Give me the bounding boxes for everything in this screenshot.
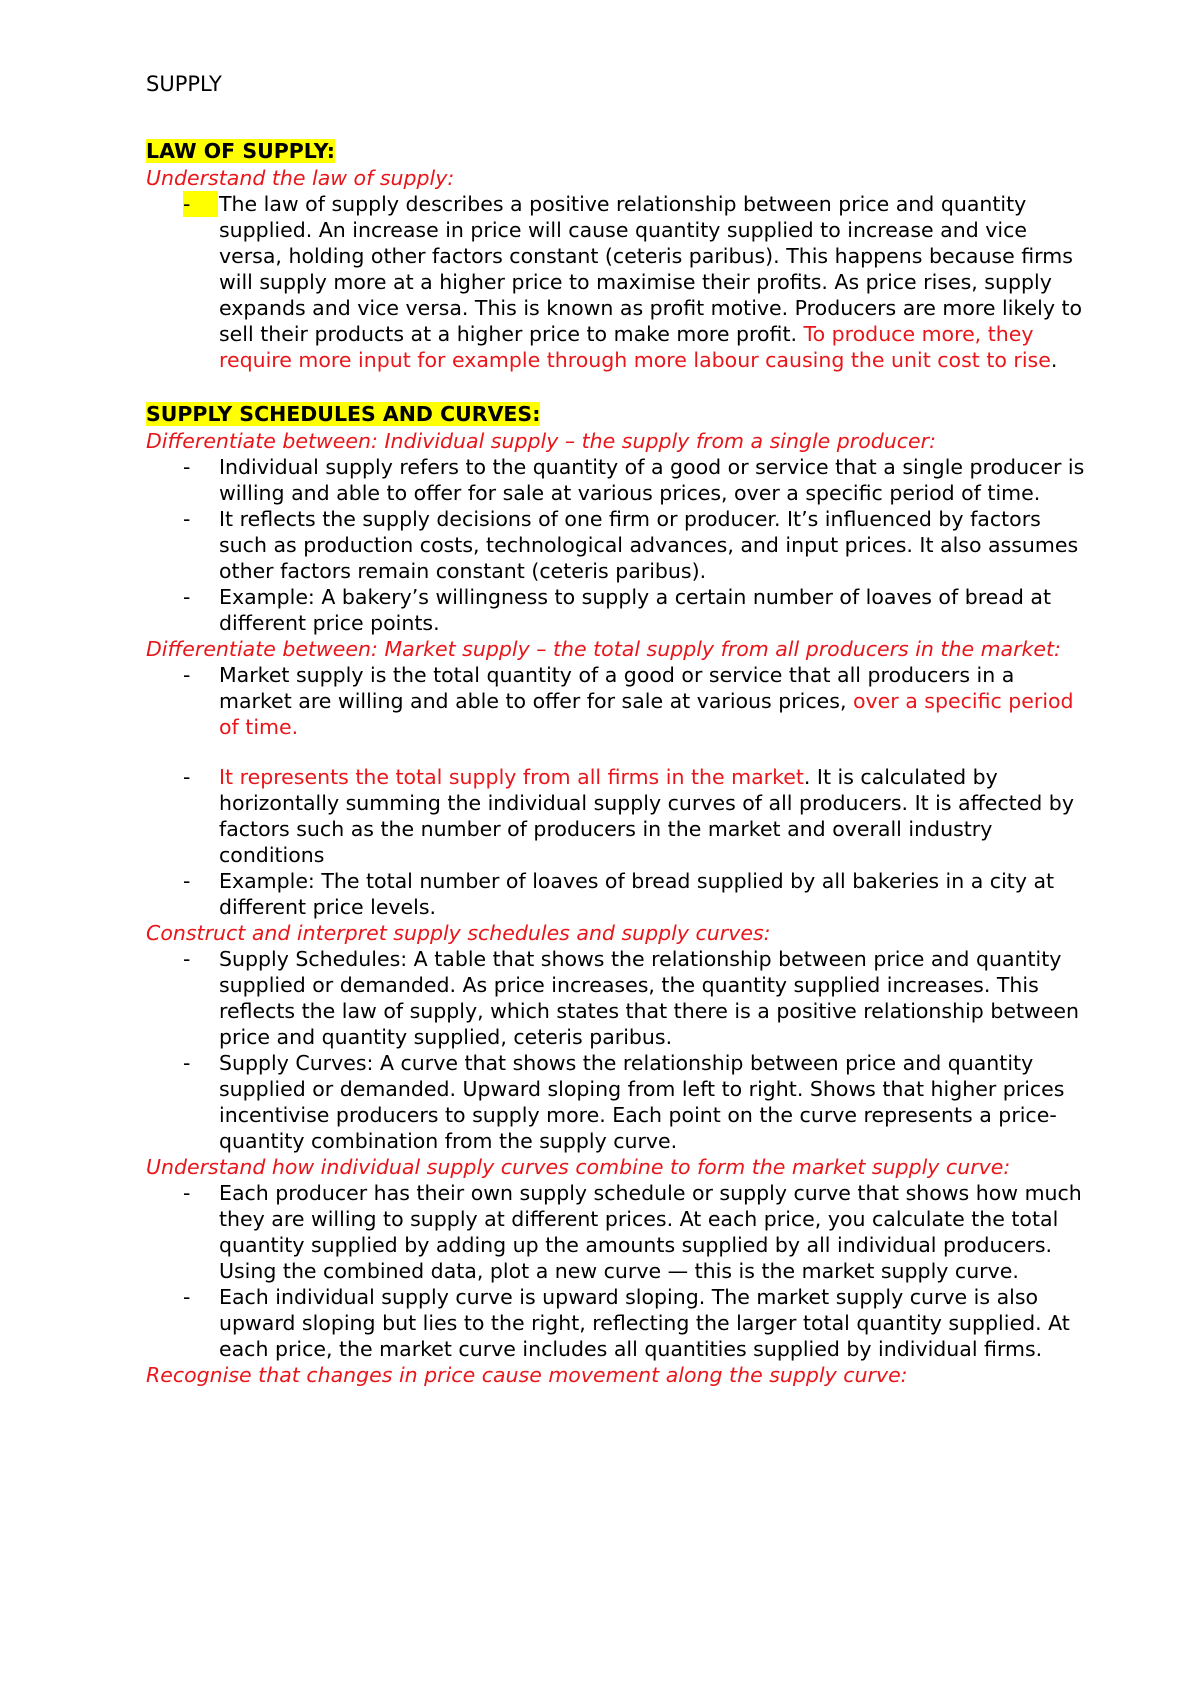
list-item xyxy=(146,1050,1086,1154)
bullet-dash: - xyxy=(183,191,218,217)
page-title: SUPPLY xyxy=(146,72,222,96)
list-item xyxy=(146,506,1086,584)
bullet-dash: - xyxy=(183,947,191,971)
bullet-text: Example: The total number of loaves of bread supplied by all bakeries in a city at different price levels. xyxy=(219,869,1055,919)
bullet-text: Individual supply refers to the quantity of a good or service that a single producer is willing and able to offer for sale at various prices, over a specific period of time. xyxy=(219,455,1085,505)
law-bullet-red-text: To produce more, they require more input for example through more labour causing the unit cost to rise xyxy=(219,322,1051,372)
list-item xyxy=(146,1180,1086,1284)
list-item xyxy=(146,1284,1086,1362)
bullet-text: Each individual supply curve is upward sloping. The market supply curve is also upward sloping but lies to the right, reflecting the larger total quantity supplied. At each price, the market curve includes all quantities supplied by individual firms. xyxy=(219,1285,1070,1361)
bullet-dash: - xyxy=(183,507,191,531)
law-bullet-end: . xyxy=(1050,348,1058,372)
bullet-dash: - xyxy=(183,765,191,789)
bullet-text: . It is calculated by horizontally summing the individual supply curves of all producers. It is affected by factors such as the number of producers in the market and overall industry conditions xyxy=(219,765,1074,867)
market-supply-subheading: Differentiate between: Market supply – the total supply from all producers in the market: xyxy=(146,637,1061,661)
document-body xyxy=(146,138,1086,1388)
combine-curves-subheading: Understand how individual supply curves combine to form the market supply curve: xyxy=(146,1155,1011,1179)
list-item xyxy=(146,764,1086,868)
construct-subheading: Construct and interpret supply schedules and supply curves: xyxy=(146,921,771,945)
schedules-heading-text: SUPPLY SCHEDULES AND CURVES: xyxy=(146,402,541,426)
bullet-dash: - xyxy=(183,1051,191,1075)
list-item xyxy=(146,946,1086,1050)
bullet-text: Supply Schedules: A table that shows the relationship between price and quantity supplied or demanded. As price increases, the quantity supplied increases. This reflects the law of supply, which states that there is a positive relationship between price and quantity supplied, ceteris paribus. xyxy=(219,947,1079,1049)
bullet-text: Supply Curves: A curve that shows the relationship between price and quantity supplied or demanded. Upward sloping from left to right. Shows that higher prices incentivise producers to supply more. Each point on the curve represents a price-quantity combination from the supply curve. xyxy=(219,1051,1065,1153)
bullet-red-text: It represents the total supply from all firms in the market xyxy=(219,765,804,789)
bullet-dash: - xyxy=(183,585,191,609)
price-movement-subheading: Recognise that changes in price cause movement along the supply curve: xyxy=(146,1363,908,1387)
schedules-heading xyxy=(146,401,1086,428)
bullet-dash: - xyxy=(183,1285,191,1309)
list-item xyxy=(146,868,1086,920)
list-item xyxy=(146,454,1086,506)
bullet-dash: - xyxy=(183,663,191,687)
bullet-dash: - xyxy=(183,455,191,479)
bullet-dash: - xyxy=(183,1181,191,1205)
individual-supply-subheading: Differentiate between: Individual supply – the supply from a single producer: xyxy=(146,429,936,453)
spacer xyxy=(146,373,1086,401)
law-bullet-text: The law of supply describes a positive relationship between price and quantity supplied. An increase in price will cause quantity supplied to increase and vice versa, holding other factors constant (ceteris paribus). This happens because firms will supply more at a higher price to maximise their profits. As price rises, supply expands and vice versa. This is known as profit motive. Producers are more likely to sell their products at a higher price to make more profit. xyxy=(219,192,1083,346)
bullet-red-text: over a specific period of time. xyxy=(219,689,1074,739)
bullet-text: Each producer has their own supply schedule or supply curve that shows how much they are willing to supply at different prices. At each price, you calculate the total quantity supplied by adding up the amounts supplied by all individual producers. Using the combined data, plot a new curve — this is the market supply curve. xyxy=(219,1181,1082,1283)
law-of-supply-heading xyxy=(146,138,1086,165)
bullet-text: Market supply is the total quantity of a good or service that all producers in a market are willing and able to offer for sale at various prices, xyxy=(219,663,1015,713)
list-item xyxy=(146,191,1086,373)
law-of-supply-heading-text: LAW OF SUPPLY: xyxy=(146,139,335,163)
list-item xyxy=(146,662,1086,740)
bullet-dash: - xyxy=(183,869,191,893)
list-item xyxy=(146,584,1086,636)
law-subheading: Understand the law of supply: xyxy=(146,166,455,190)
bullet-text: Example: A bakery’s willingness to supply a certain number of loaves of bread at different price points. xyxy=(219,585,1051,635)
spacer xyxy=(146,740,1086,764)
bullet-text: It reflects the supply decisions of one firm or producer. It’s influenced by factors such as production costs, technological advances, and input prices. It also assumes other factors remain constant (ceteris paribus). xyxy=(219,507,1079,583)
